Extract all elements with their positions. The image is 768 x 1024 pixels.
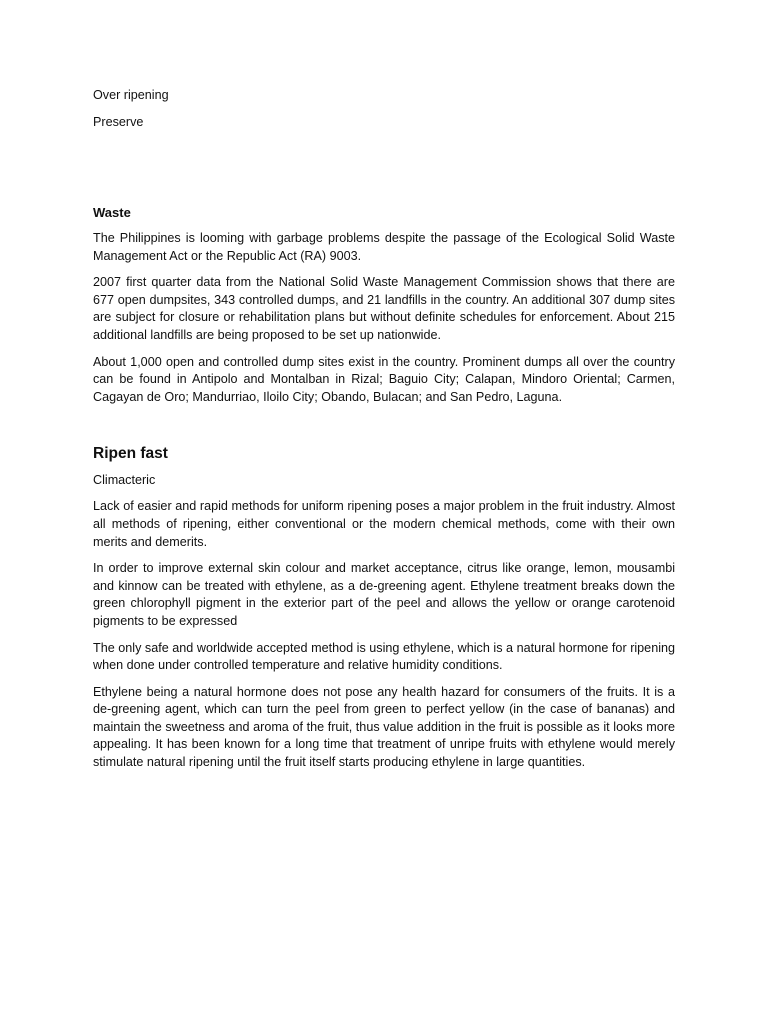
ripen-paragraph-4: Ethylene being a natural hormone does not pose any health hazard for consumers of the fruits. It is a de-greening agent, which can turn the peel from green to perfect yellow (in the case of bananas) and maintain the sweetness and aroma of the fruit, thus value addition in the fruit is possible as it looks more appealing. It has been known for a long time that treatment of unripe fruits with ethylene would merely stimulate natural ripening until the fruit itself starts producing ethylene in large quantities.	[93, 684, 675, 770]
item-preserve: Preserve	[93, 115, 144, 129]
document-page	[93, 86, 675, 781]
ripen-paragraph-3: The only safe and worldwide accepted method is using ethylene, which is a natural hormone for ripening when done under controlled temperature and relative humidity conditions.	[93, 640, 675, 673]
waste-paragraph-3: About 1,000 open and controlled dump sites exist in the country. Prominent dumps all over the country can be found in Antipolo and Montalban in Rizal; Baguio City; Calapan, Mindoro Oriental; Carmen, Cagayan de Oro; Mandurriao, Iloilo City; Obando, Bulacan; and San Pedro, Laguna.	[93, 354, 675, 404]
ripen-paragraph-2: In order to improve external skin colour and market acceptance, citrus like orange, lemon, mousambi and kinnow can be treated with ethylene, as a de-greening agent. Ethylene treatment breaks down the green chlorophyll pigment in the exterior part of the peel and allows the yellow or orange carotenoid pigments to be expressed	[93, 561, 675, 628]
waste-paragraph-2: 2007 first quarter data from the National Solid Waste Management Commission shows that there are 677 open dumpsites, 343 controlled dumps, and 21 landfills in the country. An additional 307 dump sites are subject for closure or rehabilitation plans but without definite schedules for enforcement. About 215 additional landfills are being proposed to be set up nationwide.	[93, 275, 675, 342]
waste-heading: Waste	[93, 205, 131, 220]
ripen-subheading: Climacteric	[93, 473, 156, 488]
ripen-paragraph-1: Lack of easier and rapid methods for uniform ripening poses a major problem in the fruit industry. Almost all methods of ripening, either conventional or the modern chemical methods, come with their own merits and demerits.	[93, 499, 675, 549]
ripen-heading: Ripen fast	[93, 445, 168, 463]
spacer	[93, 140, 675, 204]
spacer	[93, 415, 675, 444]
waste-paragraph-1: The Philippines is looming with garbage problems despite the passage of the Ecological Solid Waste Management Act or the Republic Act (RA) 9003.	[93, 231, 675, 263]
item-over-ripening: Over ripening	[93, 88, 169, 102]
